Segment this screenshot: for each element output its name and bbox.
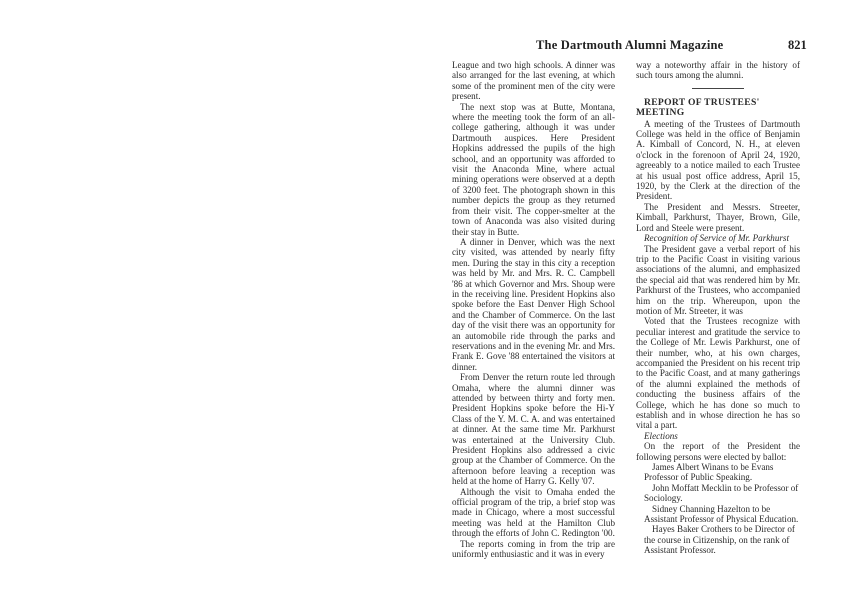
running-header-title: The Dartmouth Alumni Magazine bbox=[536, 38, 724, 52]
paragraph: A dinner in Denver, which was the next city visited, was attended by nearly fifty men. During the stay in this city a reception was held by Mr. and Mrs. R. C. Campbell '86 at which Governor and Mrs. Shoup were in the receiving line. President Hopkins also spoke before the East Denver High School and the Chamber of Commerce. On the last day of the visit there was an opportunity for an automobile ride through the parks and reservations and in the evening Mr. and Mrs. Frank E. Gove '88 entertained the visitors at dinner. bbox=[452, 236, 615, 372]
right-column bbox=[636, 60, 800, 556]
paragraph: The President gave a verbal report of his trip to the Pacific Coast in visiting various associations of the alumni, and emphasized the special aid that was rendered him by Mr. Parkhurst of the Trustees, who accompanied him on the trip. Whereupon, upon the motion of Mr. Streeter, it was bbox=[636, 243, 800, 316]
election-item: John Moffatt Mecklin to be Professor of Sociology. bbox=[644, 482, 799, 504]
page-number: 821 bbox=[788, 38, 807, 52]
paragraph: The reports coming in from the trip are uniformly enthusiastic and it was in every bbox=[452, 538, 615, 560]
paragraph: A meeting of the Trustees of Dartmouth College was held in the office of Benjamin A. Kimball of Concord, N. H., at eleven o'clock in the forenoon of April 24, 1920, agreeably to a notice mailed to each Trustee at his usual post office address, April 15, 1920, by the Clerk at the direction of the President. bbox=[636, 118, 800, 202]
section-divider bbox=[692, 88, 744, 89]
paragraph: The President and Messrs. Streeter, Kimball, Parkhurst, Thayer, Brown, Gile, Lord and Steele were present. bbox=[636, 201, 800, 233]
paragraph: Although the visit to Omaha ended the official program of the trip, a brief stop was made in Chicago, where a most successful meeting was held at the Hamilton Club through the efforts of John C. Redington '00. bbox=[452, 486, 615, 539]
election-item: Hayes Baker Crothers to be Director of the course in Citizenship, on the rank of Assistant Professor. bbox=[644, 524, 795, 556]
paragraph: The next stop was at Butte, Montana, where the meeting took the form of an all-college gathering, although it was under Dartmouth auspices. Here President Hopkins addressed the pupils of the high school, and an opportunity was afforded to visit the Anaconda Mine, where actual mining operations were observed at a depth of 3200 feet. The photograph shown in this number depicts the group as they returned from their visit. The copper-smelter at the town of Anaconda was also visited during their stay in Butte. bbox=[452, 101, 615, 237]
election-item: James Albert Winans to be Evans Professor of Public Speaking. bbox=[644, 462, 774, 483]
section-heading: REPORT OF TRUSTEES' MEETING bbox=[636, 96, 760, 119]
paragraph: From Denver the return route led through Omaha, where the alumni dinner was attended by between thirty and forty men. President Hopkins spoke before the Hi-Y Class of the Y. M. C. A. and was entertained at dinner. At the same time Mr. Parkhurst was entertained at the University Club. President Hopkins also addressed a civic group at the Chamber of Commerce. On the afternoon before leaving a reception was held at the home of Harry G. Kelly '07. bbox=[452, 372, 615, 487]
election-item: Sidney Channing Hazelton to be Assistant Professor of Physical Education. bbox=[644, 503, 799, 525]
subheading-recognition: Recognition of Service of Mr. Parkhurst bbox=[644, 233, 789, 244]
subheading-elections: Elections bbox=[644, 430, 678, 441]
paragraph: On the report of the President the following persons were elected by ballot: bbox=[636, 441, 800, 462]
paragraph: way a noteworthy affair in the history of such tours among the alumni. bbox=[636, 60, 800, 81]
left-column bbox=[452, 60, 615, 560]
paragraph: League and two high schools. A dinner was also arranged for the last evening, at which some of the prominent men of the city were present. bbox=[452, 60, 615, 102]
paragraph: Voted that the Trustees recognize with peculiar interest and gratitude the service to the College of Mr. Lewis Parkhurst, one of their number, who, at his own charges, accompanied the President on his recent trip to the Pacific Coast, and at many gatherings of the alumni explained the methods of conducting the business affairs of the College, which he has done so much to establish and in whose direction he has so vital a part. bbox=[636, 316, 800, 431]
